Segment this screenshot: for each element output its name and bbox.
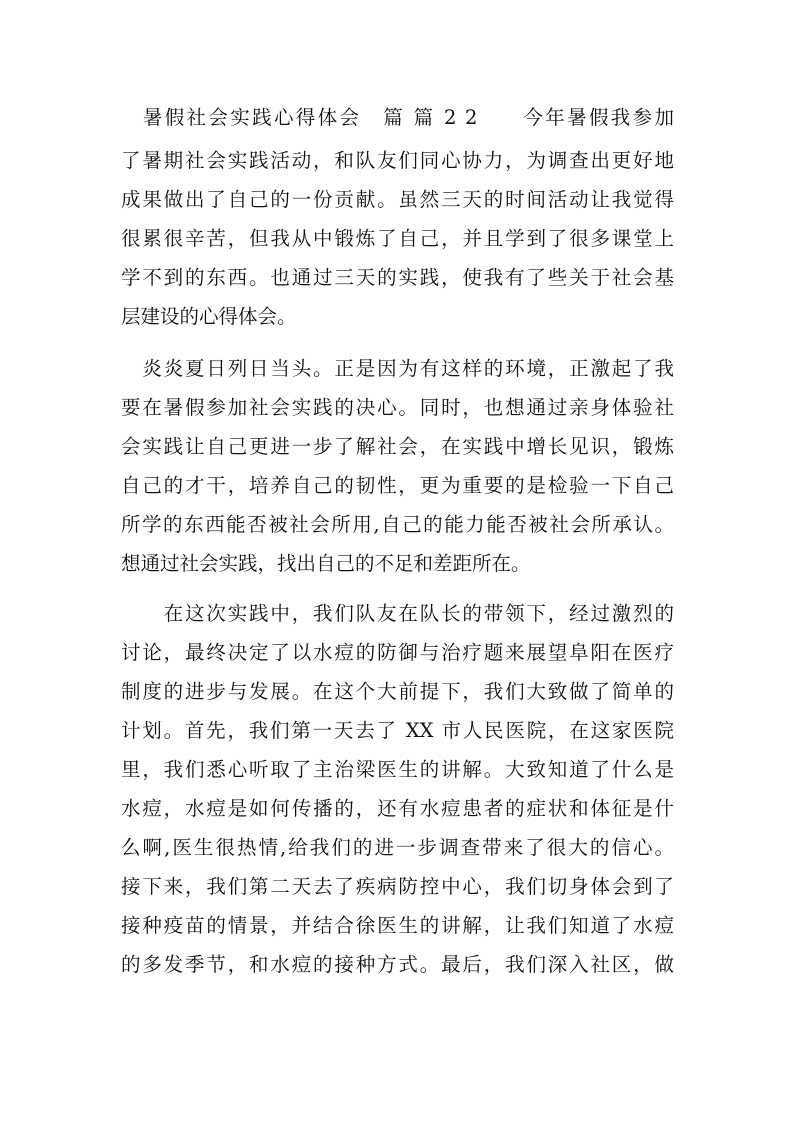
text-line: 层建设的心得体会。 [121,305,297,328]
text-line: 讨论，最终决定了以水痘的防御与治疗题来展望阜阳在医疗 [121,641,674,664]
text-line: 制度的进步与发展。在这个大前提下，我们大致做了简单的 [121,680,674,703]
text-line: 水痘，水痘是如何传播的，还有水痘患者的症状和体征是什 [121,797,674,820]
text-line: 想通过社会实践，找出自己的不足和差距所在。 [121,552,531,575]
text-line: 自己的才干，培养自己的韧性，更为重要的是检验一下自己 [121,474,674,497]
text-line: 接下来，我们第二天去了疾病防控中心，我们切身体会到了 [121,875,674,898]
text-line: 学不到的东西。也通过三天的实践，使我有了些关于社会基 [121,266,674,289]
text-line: 成果做出了自己的一份贡献。虽然三天的时间活动让我觉得 [121,188,674,211]
text-line: 暑假社会实践心得体会 篇 篇 2 2 今年暑假我参加 [121,106,674,129]
text-line: 里，我们悉心听取了主治梁医生的讲解。大致知道了什么是 [121,758,674,781]
text-line: 接种疫苗的情景，并结合徐医生的讲解，让我们知道了水痘 [121,914,674,937]
text-line: 会实践让自己更进一步了解社会，在实践中增长见识，锻炼 [121,435,674,458]
text-line: 在这次实践中，我们队友在队长的带领下，经过激烈的 [121,602,674,625]
text-line: 了暑期社会实践活动，和队友们同心协力，为调查出更好地 [121,149,674,172]
text-line: 炎炎夏日列日当头。正是因为有这样的环境，正激起了我 [121,357,674,380]
text-line: 计划。首先，我们第一天去了 XX 市人民医院，在这家医院 [121,719,674,742]
text-line: 么啊,医生很热情,给我们的进一步调查带来了很大的信心。 [121,836,674,859]
text-line: 很累很辛苦，但我从中锻炼了自己，并且学到了很多课堂上 [121,227,674,250]
text-line: 要在暑假参加社会实践的决心。同时，也想通过亲身体验社 [121,396,674,419]
text-line: 的多发季节，和水痘的接种方式。最后，我们深入社区，做 [121,953,674,976]
text-line: 所学的东西能否被社会所用,自己的能力能否被社会所承认。 [121,513,674,536]
